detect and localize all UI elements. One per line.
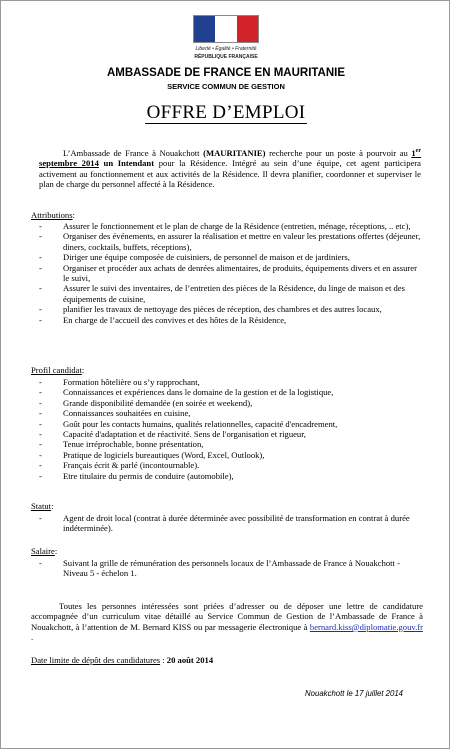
- closing-paragraph: [31, 601, 423, 643]
- section-label: Statut: [31, 501, 52, 511]
- closing-end: .: [31, 632, 34, 643]
- section-suffix: :: [54, 546, 58, 556]
- list-item: - Tenue irréprochable, bonne présentation,: [39, 439, 421, 449]
- list-item: - Assurer le fonctionnement et le plan de charge de la Résidence (entretien, ménage, réceptions, .. etc),: [39, 221, 421, 231]
- section-label: Salaire: [31, 546, 55, 556]
- service-name: SERVICE COMMUN DE GESTION: [167, 82, 285, 91]
- list-item: - Organiser et procéder aux achats de denrées alimentaires, de produits, équipements divers et en assurer le suivi,: [39, 263, 421, 284]
- list-item: - Etre titulaire du permis de conduire (automobile),: [39, 471, 421, 481]
- intro-position: un Intendant: [103, 158, 155, 169]
- list-item: - Pratique de logiciels bureautiques (Word, Excel, Outlook),: [39, 450, 421, 460]
- deadline-label: Date limite de dépôt des candidatures: [31, 655, 161, 665]
- intro-date-sup: er: [415, 148, 421, 154]
- section-suffix: :: [51, 501, 54, 511]
- intro-paragraph: [39, 146, 421, 189]
- intro-date-rest: septembre 2014: [39, 158, 99, 169]
- marianne-logo: [189, 15, 263, 63]
- profil-list: [39, 377, 421, 481]
- flag-blue-band: [194, 16, 215, 42]
- closing-text: Toutes les personnes intéressées sont priées d’adresser ou de déposer une lettre de candidature accompagnée d’un curriculum vitae détaillé au Service Commun de Gestion de l’Ambassade de France à Nouakchott, à l’attention de M. Bernard KISS ou par messagerie électronique à: [31, 601, 423, 632]
- section-suffix: :: [72, 210, 75, 220]
- list-item: - Organiser des événements, en assurer la réalisation et mettre en valeur les prestations offertes (déjeuner, diners, cocktails, buffets, réceptions),: [39, 231, 421, 252]
- intro-part2: recherche pour un poste à pourvoir au: [265, 147, 412, 158]
- deadline-value: 20 août 2014: [166, 655, 214, 665]
- title-text: OFFRE D’EMPLOI: [146, 102, 306, 123]
- list-item: - Agent de droit local (contrat à durée déterminée avec possibilité de transformation en contrat à durée indéterminée).: [39, 513, 421, 534]
- section-salaire-heading: [31, 546, 57, 556]
- tricolor-flag-icon: [193, 15, 259, 43]
- list-item: - Grande disponibilité demandée (en soirée et weekend),: [39, 398, 421, 408]
- list-item: - En charge de l’accueil des convives et des hôtes de la Résidence,: [39, 315, 421, 325]
- intro-date-day: 1: [411, 147, 416, 158]
- list-item: - Suivant la grille de rémunération des personnels locaux de l’Ambassade de France à Nouakchott - Niveau 5 - échelon 1.: [39, 558, 421, 579]
- list-item: - Assurer le suivi des inventaires, de l’entretien des pièces de la Résidence, du linge de maison et des équipements de cuisine,: [39, 283, 421, 304]
- flag-red-band: [237, 16, 258, 42]
- deadline-sep: :: [160, 655, 167, 665]
- intro-part1: L’Ambassade de France à Nouakchott: [63, 147, 204, 158]
- section-profil-heading: [31, 365, 84, 375]
- list-item: - Connaissances et expériences dans le domaine de la gestion et de la logistique,: [39, 387, 421, 397]
- email-link[interactable]: bernard.kiss@diplomatie.gouv.fr: [309, 621, 423, 632]
- statut-list: [39, 513, 421, 534]
- salaire-list: [39, 558, 421, 579]
- section-label: Attributions: [31, 210, 73, 220]
- attributions-list: [39, 221, 421, 325]
- list-item: - planifier les travaux de nettoyage des pièces de réception, des chambres et des autres locaux,: [39, 304, 421, 314]
- section-suffix: :: [81, 365, 85, 375]
- list-item: - Capacité d'adaptation et de réactivité. Sens de l'organisation et rigueur,: [39, 429, 421, 439]
- section-label: Profil candidat: [31, 365, 82, 375]
- deadline: [31, 655, 213, 665]
- list-item: - Diriger une équipe composée de cuisiniers, de personnel de maison et de jardiniers,: [39, 252, 421, 262]
- intro-country: (MAURITANIE): [203, 147, 266, 158]
- document-title: [1, 102, 450, 124]
- logo-motto: Liberté • Égalité • Fraternité: [195, 46, 257, 52]
- list-item: - Connaissances souhaitées en cuisine,: [39, 408, 421, 418]
- list-item: - Français écrit & parlé (incontournable).: [39, 460, 421, 470]
- embassy-name: AMBASSADE DE FRANCE EN MAURITANIE: [106, 67, 346, 79]
- section-attributions-heading: [31, 210, 75, 220]
- place-and-date: Nouakchott le 17 juillet 2014: [305, 689, 403, 698]
- list-item: - Goût pour les contacts humains, qualités relationnelles, capacité d'encadrement,: [39, 419, 421, 429]
- flag-white-band: [215, 16, 236, 42]
- logo-republic: RÉPUBLIQUE FRANÇAISE: [194, 54, 258, 60]
- list-item: - Formation hôtelière ou s’y rapprochant,: [39, 377, 421, 387]
- intro-part4: pour la Résidence. Intégré au sein d’une équipe, cet agent participera activement au fonctionnement et aux activités de la Résidence. Il devra planifier, coordonner et superviser le plan de charge du personnel affecté à la Résidence.: [39, 158, 421, 190]
- section-statut-heading: [31, 501, 53, 511]
